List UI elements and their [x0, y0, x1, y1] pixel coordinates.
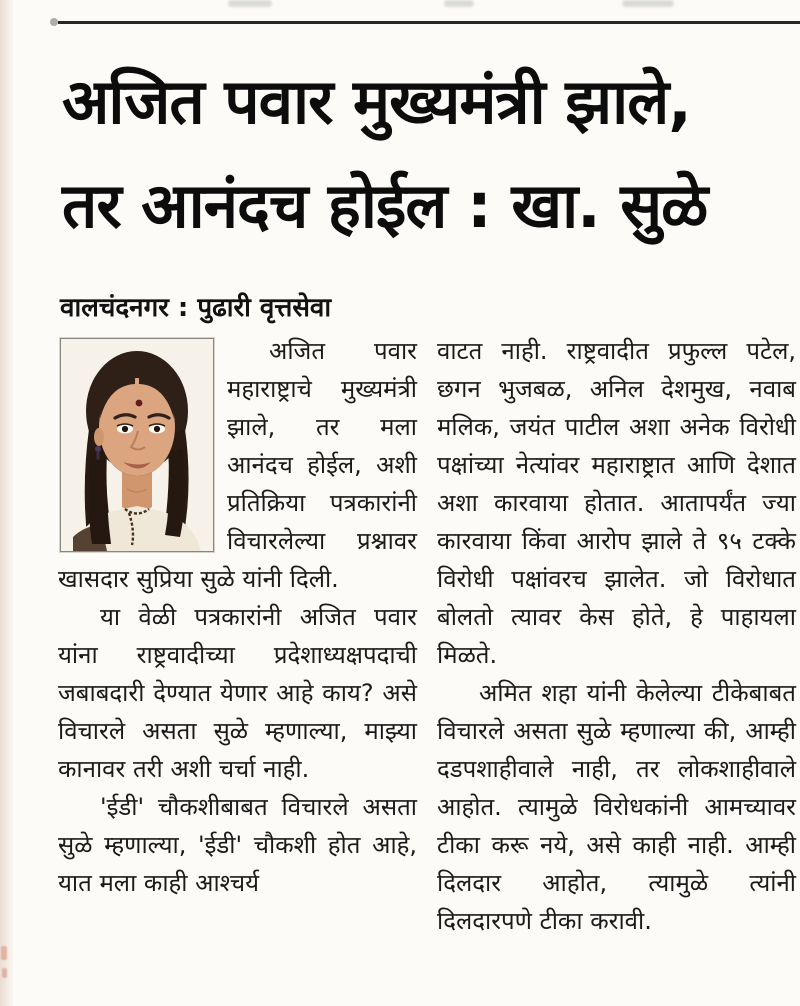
- scan-noise-smudge: [622, 0, 674, 7]
- scan-noise-smudge: [228, 0, 272, 7]
- scan-noise-smudge: [444, 0, 474, 7]
- rule-end-cap: [50, 18, 58, 26]
- right-paragraph-2: अमित शहा यांनी केलेल्या टीकेबाबत विचारले असता सुळे म्हणाल्या की, आम्ही दडपशाहीवाले नाही, तर लोकशाहीवाले आहोत. त्यामुळे विरोधकांनी आमच्यावर टीका करू नये, असे काही नाही. आम्ही दिलदार आहोत, त्यामुळे त्यांनी दिलदारपणे टीका करावी.: [437, 679, 796, 935]
- scan-artifact-mark: [1, 946, 7, 960]
- article-body: [58, 332, 796, 940]
- bindi: [136, 400, 143, 407]
- right-paragraph-1: वाटत नाही. राष्ट्रवादीत प्रफुल्ल पटेल, छगन भुजबळ, अनिल देशमुख, नवाब मलिक, जयंत पाटील अशा अनेक विरोधी पक्षांच्या नेत्यांवर महाराष्ट्रात आणि देशात अशा कारवाया होतात. आतापर्यंत ज्या कारवाया किंवा आरोप झाले ते ९५ टक्के विरोधी पक्षांवरच झालेत. जो विरोधात बोलतो त्यावर केस होते, हे पाहायला मिळते.: [437, 337, 796, 669]
- article-headline: [62, 50, 798, 258]
- scan-artifact-mark: [2, 968, 7, 978]
- left-paragraph-1: अजित पवार महाराष्ट्राचे मुख्यमंत्री झाले, तर मला आनंदच होईल, अशी प्रतिक्रिया पत्रकारांनी विचारलेल्या प्रश्नावर खासदार सुप्रिया सुळे यांनी दिली.: [58, 337, 417, 593]
- headline-line-2: तर आनंदच होईल : खा. सुळे: [62, 169, 708, 242]
- earring-drop: [97, 451, 100, 460]
- left-paragraph-2: या वेळी पत्रकारांनी अजित पवार यांना राष्ट्रवादीच्या प्रदेशाध्यक्षपदाची जबाबदारी देण्यात येणार आहे काय? असे विचारले असता सुळे म्हणाल्या, माझ्या कानावर तरी अशी चर्चा नाही.: [58, 603, 417, 783]
- ear: [94, 428, 104, 446]
- left-column: [58, 332, 417, 940]
- portrait-photo-illustration: [61, 339, 213, 551]
- right-column: [437, 332, 796, 940]
- portrait-photo: [60, 338, 214, 552]
- scanned-paper-edge: [0, 0, 13, 1006]
- dateline: वालचंदनगर : पुढारी वृत्तसेवा: [60, 293, 332, 323]
- top-divider-rule: [58, 21, 800, 24]
- headline-line-1: अजित पवार मुख्यमंत्री झाले,: [62, 65, 691, 138]
- left-paragraph-3: 'ईडी' चौकशीबाबत विचारले असता सुळे म्हणाल्या, 'ईडी' चौकशी होत आहे, यात मला काही आश्चर्य: [58, 793, 417, 897]
